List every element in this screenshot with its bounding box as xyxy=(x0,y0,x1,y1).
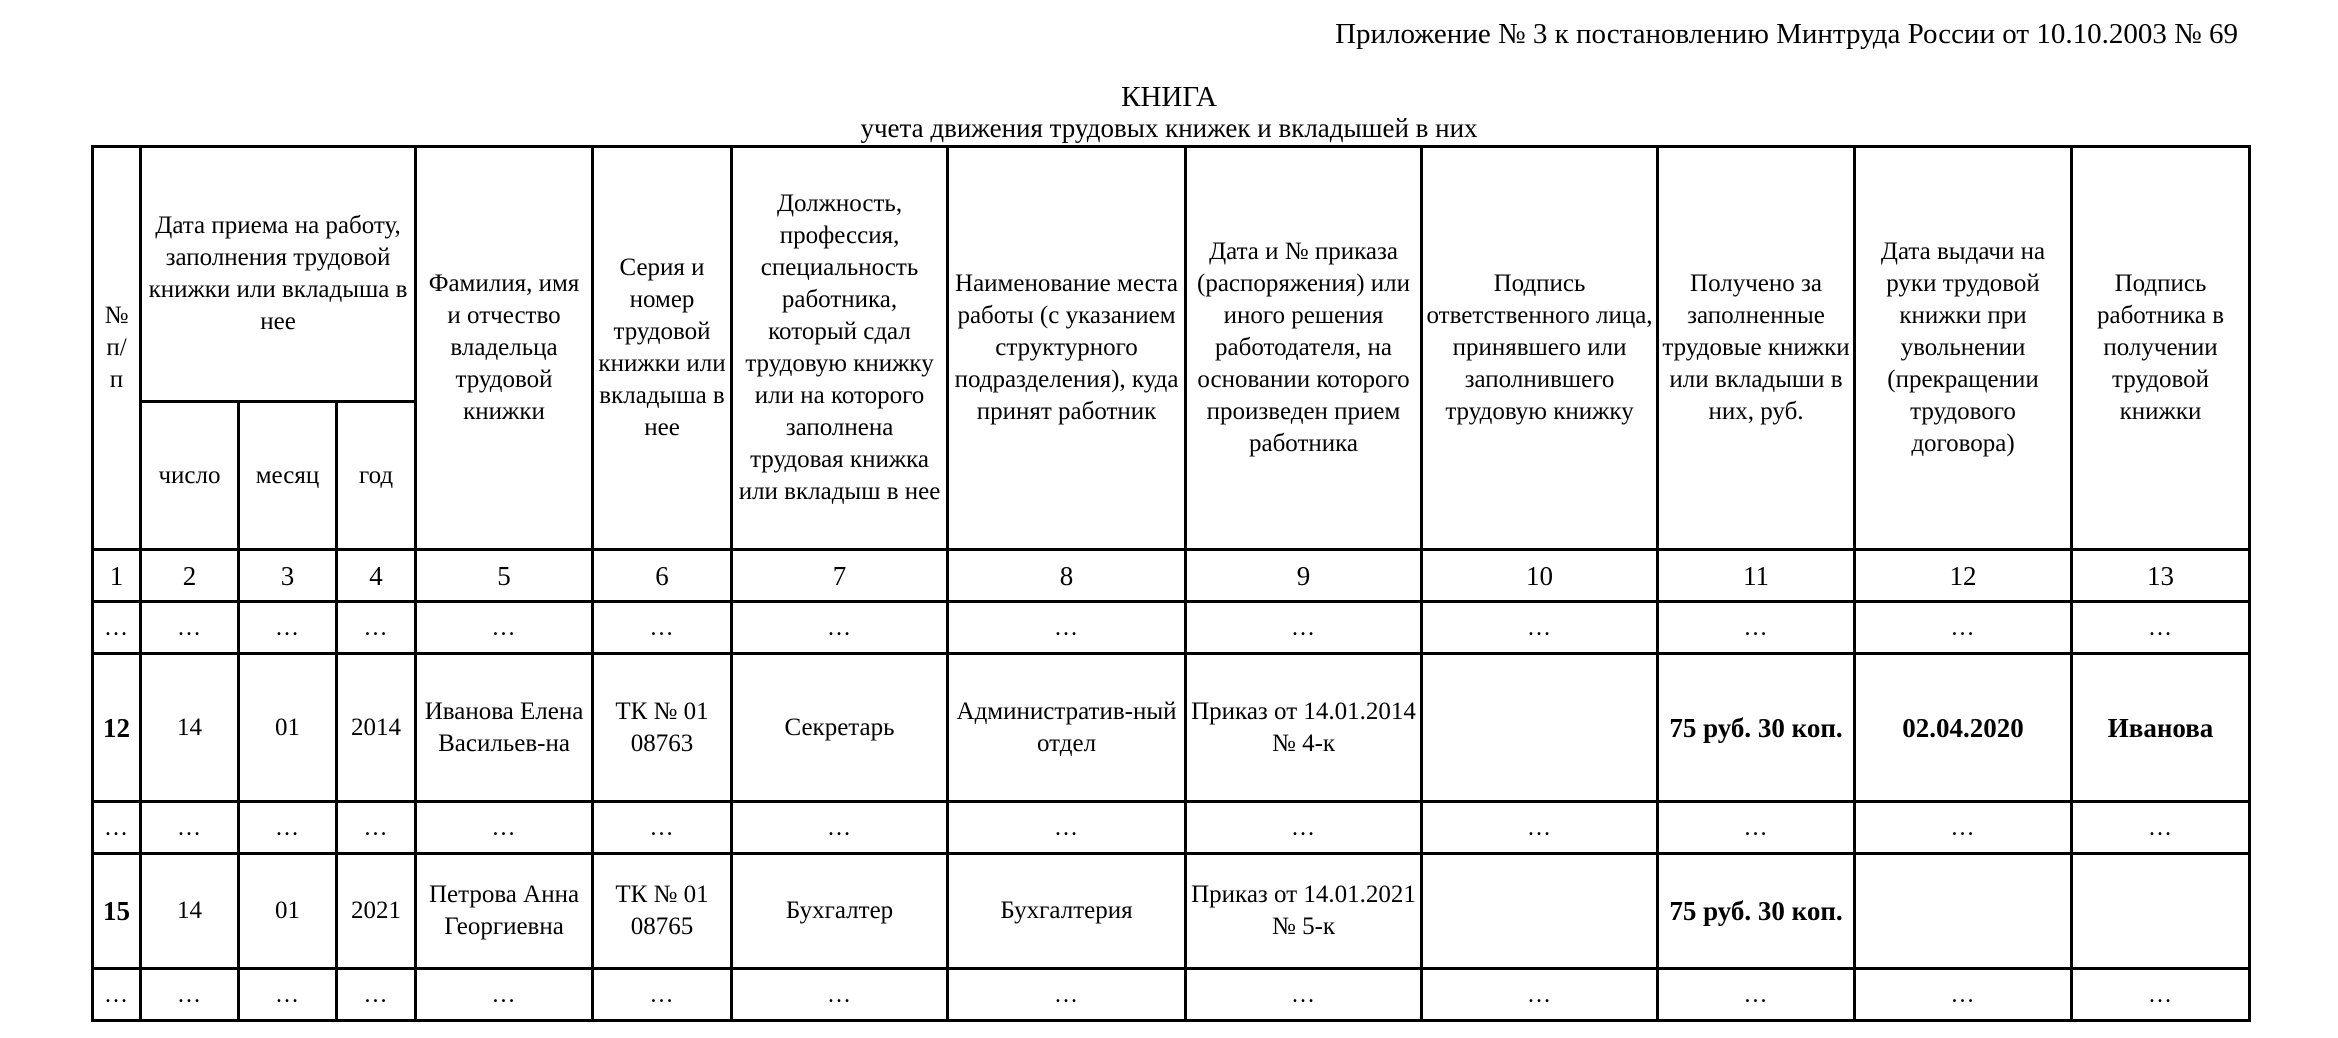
ellipsis-cell: … xyxy=(239,969,337,1021)
ellipsis-row xyxy=(93,602,2250,654)
ellipsis-cell: … xyxy=(416,969,593,1021)
column-number: 5 xyxy=(416,550,593,602)
header-series: Серия и номер трудовой книжки или вкладыша в нее xyxy=(593,147,732,550)
row-series-cell: ТК № 01 08763 xyxy=(593,654,732,802)
column-number: 12 xyxy=(1855,550,2072,602)
column-number: 7 xyxy=(732,550,948,602)
ellipsis-cell: … xyxy=(1186,602,1422,654)
ellipsis-cell: … xyxy=(2072,602,2250,654)
row-workplace-cell: Административ-ный отдел xyxy=(948,654,1186,802)
row-received-cell: 75 руб. 30 коп. xyxy=(1658,654,1855,802)
row-workplace-cell: Бухгалтерия xyxy=(948,854,1186,969)
ellipsis-cell: … xyxy=(1658,802,1855,854)
row-issue-date-cell: 02.04.2020 xyxy=(1855,654,2072,802)
ellipsis-cell: … xyxy=(1855,969,2072,1021)
column-number: 3 xyxy=(239,550,337,602)
row-day-cell: 14 xyxy=(141,654,239,802)
header-order: Дата и № приказа (распоряжения) или иного решения работодателя, на основании которого произведен прием работника xyxy=(1186,147,1422,550)
appendix-reference: Приложение № 3 к постановлению Минтруда России от 10.10.2003 № 69 xyxy=(1335,18,2238,50)
ellipsis-cell: … xyxy=(593,969,732,1021)
ellipsis-cell: … xyxy=(948,802,1186,854)
row-employee-sign-cell xyxy=(2072,854,2250,969)
ellipsis-cell: … xyxy=(1658,602,1855,654)
header-workplace: Наименование места работы (с указанием структурного подразделения), куда принят работник xyxy=(948,147,1186,550)
ellipsis-cell: … xyxy=(141,602,239,654)
ellipsis-cell: … xyxy=(1855,602,2072,654)
row-month-cell: 01 xyxy=(239,854,337,969)
ellipsis-cell: … xyxy=(948,969,1186,1021)
ellipsis-cell: … xyxy=(1855,802,2072,854)
ellipsis-cell: … xyxy=(337,602,416,654)
ellipsis-cell: … xyxy=(93,802,141,854)
ellipsis-cell: … xyxy=(2072,802,2250,854)
header-received: Получено за заполненные трудовые книжки или вкладыши в них, руб. xyxy=(1658,147,1855,550)
header-month: месяц xyxy=(239,402,337,550)
column-number: 6 xyxy=(593,550,732,602)
row-responsible-sign-cell xyxy=(1422,854,1658,969)
header-date-group: Дата приема на работу, заполнения трудовой книжки или вкладыша в нее xyxy=(141,147,416,402)
ellipsis-cell: … xyxy=(2072,969,2250,1021)
row-num-cell: 15 xyxy=(93,854,141,969)
ellipsis-cell: … xyxy=(93,969,141,1021)
header-num: № п/ п xyxy=(93,147,141,550)
column-number: 4 xyxy=(337,550,416,602)
row-name-cell: Петрова Анна Георгиевна xyxy=(416,854,593,969)
header-position: Должность, профессия, специальность работника, который сдал трудовую книжку или на которого заполнена трудовая книжка или вкладыш в нее xyxy=(732,147,948,550)
column-number: 8 xyxy=(948,550,1186,602)
column-number: 9 xyxy=(1186,550,1422,602)
row-year-cell: 2014 xyxy=(337,654,416,802)
ellipsis-cell: … xyxy=(416,602,593,654)
header-responsible-sign: Подпись ответственного лица, принявшего или заполнившего трудовую книжку xyxy=(1422,147,1658,550)
ellipsis-cell: … xyxy=(1658,969,1855,1021)
header-employee-sign: Подпись работника в получении трудовой книжки xyxy=(2072,147,2250,550)
ellipsis-cell: … xyxy=(337,802,416,854)
ellipsis-cell: … xyxy=(732,969,948,1021)
document-title: КНИГА xyxy=(1121,81,1217,113)
ellipsis-cell: … xyxy=(1422,802,1658,854)
column-number: 1 xyxy=(93,550,141,602)
ellipsis-cell: … xyxy=(141,802,239,854)
ellipsis-cell: … xyxy=(337,969,416,1021)
ellipsis-cell: … xyxy=(732,802,948,854)
row-num-cell: 12 xyxy=(93,654,141,802)
row-issue-date-cell xyxy=(1855,854,2072,969)
row-month-cell: 01 xyxy=(239,654,337,802)
header-name: Фамилия, имя и отчество владельца трудовой книжки xyxy=(416,147,593,550)
row-name-cell: Иванова Елена Васильев-на xyxy=(416,654,593,802)
ellipsis-cell: … xyxy=(416,802,593,854)
row-received-cell: 75 руб. 30 коп. xyxy=(1658,854,1855,969)
document-subtitle: учета движения трудовых книжек и вкладышей в них xyxy=(860,113,1478,143)
ellipsis-row xyxy=(93,802,2250,854)
ellipsis-cell: … xyxy=(1422,602,1658,654)
column-number-row xyxy=(93,550,2250,602)
ellipsis-cell: … xyxy=(732,602,948,654)
row-employee-sign-cell: Иванова xyxy=(2072,654,2250,802)
header-day: число xyxy=(141,402,239,550)
table-row xyxy=(93,654,2250,802)
ellipsis-cell: … xyxy=(593,602,732,654)
row-day-cell: 14 xyxy=(141,854,239,969)
column-number: 2 xyxy=(141,550,239,602)
row-responsible-sign-cell xyxy=(1422,654,1658,802)
employment-book-register-table xyxy=(91,145,2251,1022)
row-series-cell: ТК № 01 08765 xyxy=(593,854,732,969)
ellipsis-cell: … xyxy=(1186,969,1422,1021)
ellipsis-cell: … xyxy=(141,969,239,1021)
ellipsis-cell: … xyxy=(1186,802,1422,854)
ellipsis-row xyxy=(93,969,2250,1021)
row-position-cell: Секретарь xyxy=(732,654,948,802)
column-number: 10 xyxy=(1422,550,1658,602)
row-order-cell: Приказ от 14.01.2014 № 4-к xyxy=(1186,654,1422,802)
row-position-cell: Бухгалтер xyxy=(732,854,948,969)
header-issue-date: Дата выдачи на руки трудовой книжки при увольнении (прекращении трудового договора) xyxy=(1855,147,2072,550)
row-order-cell: Приказ от 14.01.2021 № 5-к xyxy=(1186,854,1422,969)
ellipsis-cell: … xyxy=(239,802,337,854)
column-number: 11 xyxy=(1658,550,1855,602)
ellipsis-cell: … xyxy=(239,602,337,654)
ellipsis-cell: … xyxy=(593,802,732,854)
header-year: год xyxy=(337,402,416,550)
ellipsis-cell: … xyxy=(93,602,141,654)
row-year-cell: 2021 xyxy=(337,854,416,969)
ellipsis-cell: … xyxy=(948,602,1186,654)
table-row xyxy=(93,854,2250,969)
ellipsis-cell: … xyxy=(1422,969,1658,1021)
column-number: 13 xyxy=(2072,550,2250,602)
